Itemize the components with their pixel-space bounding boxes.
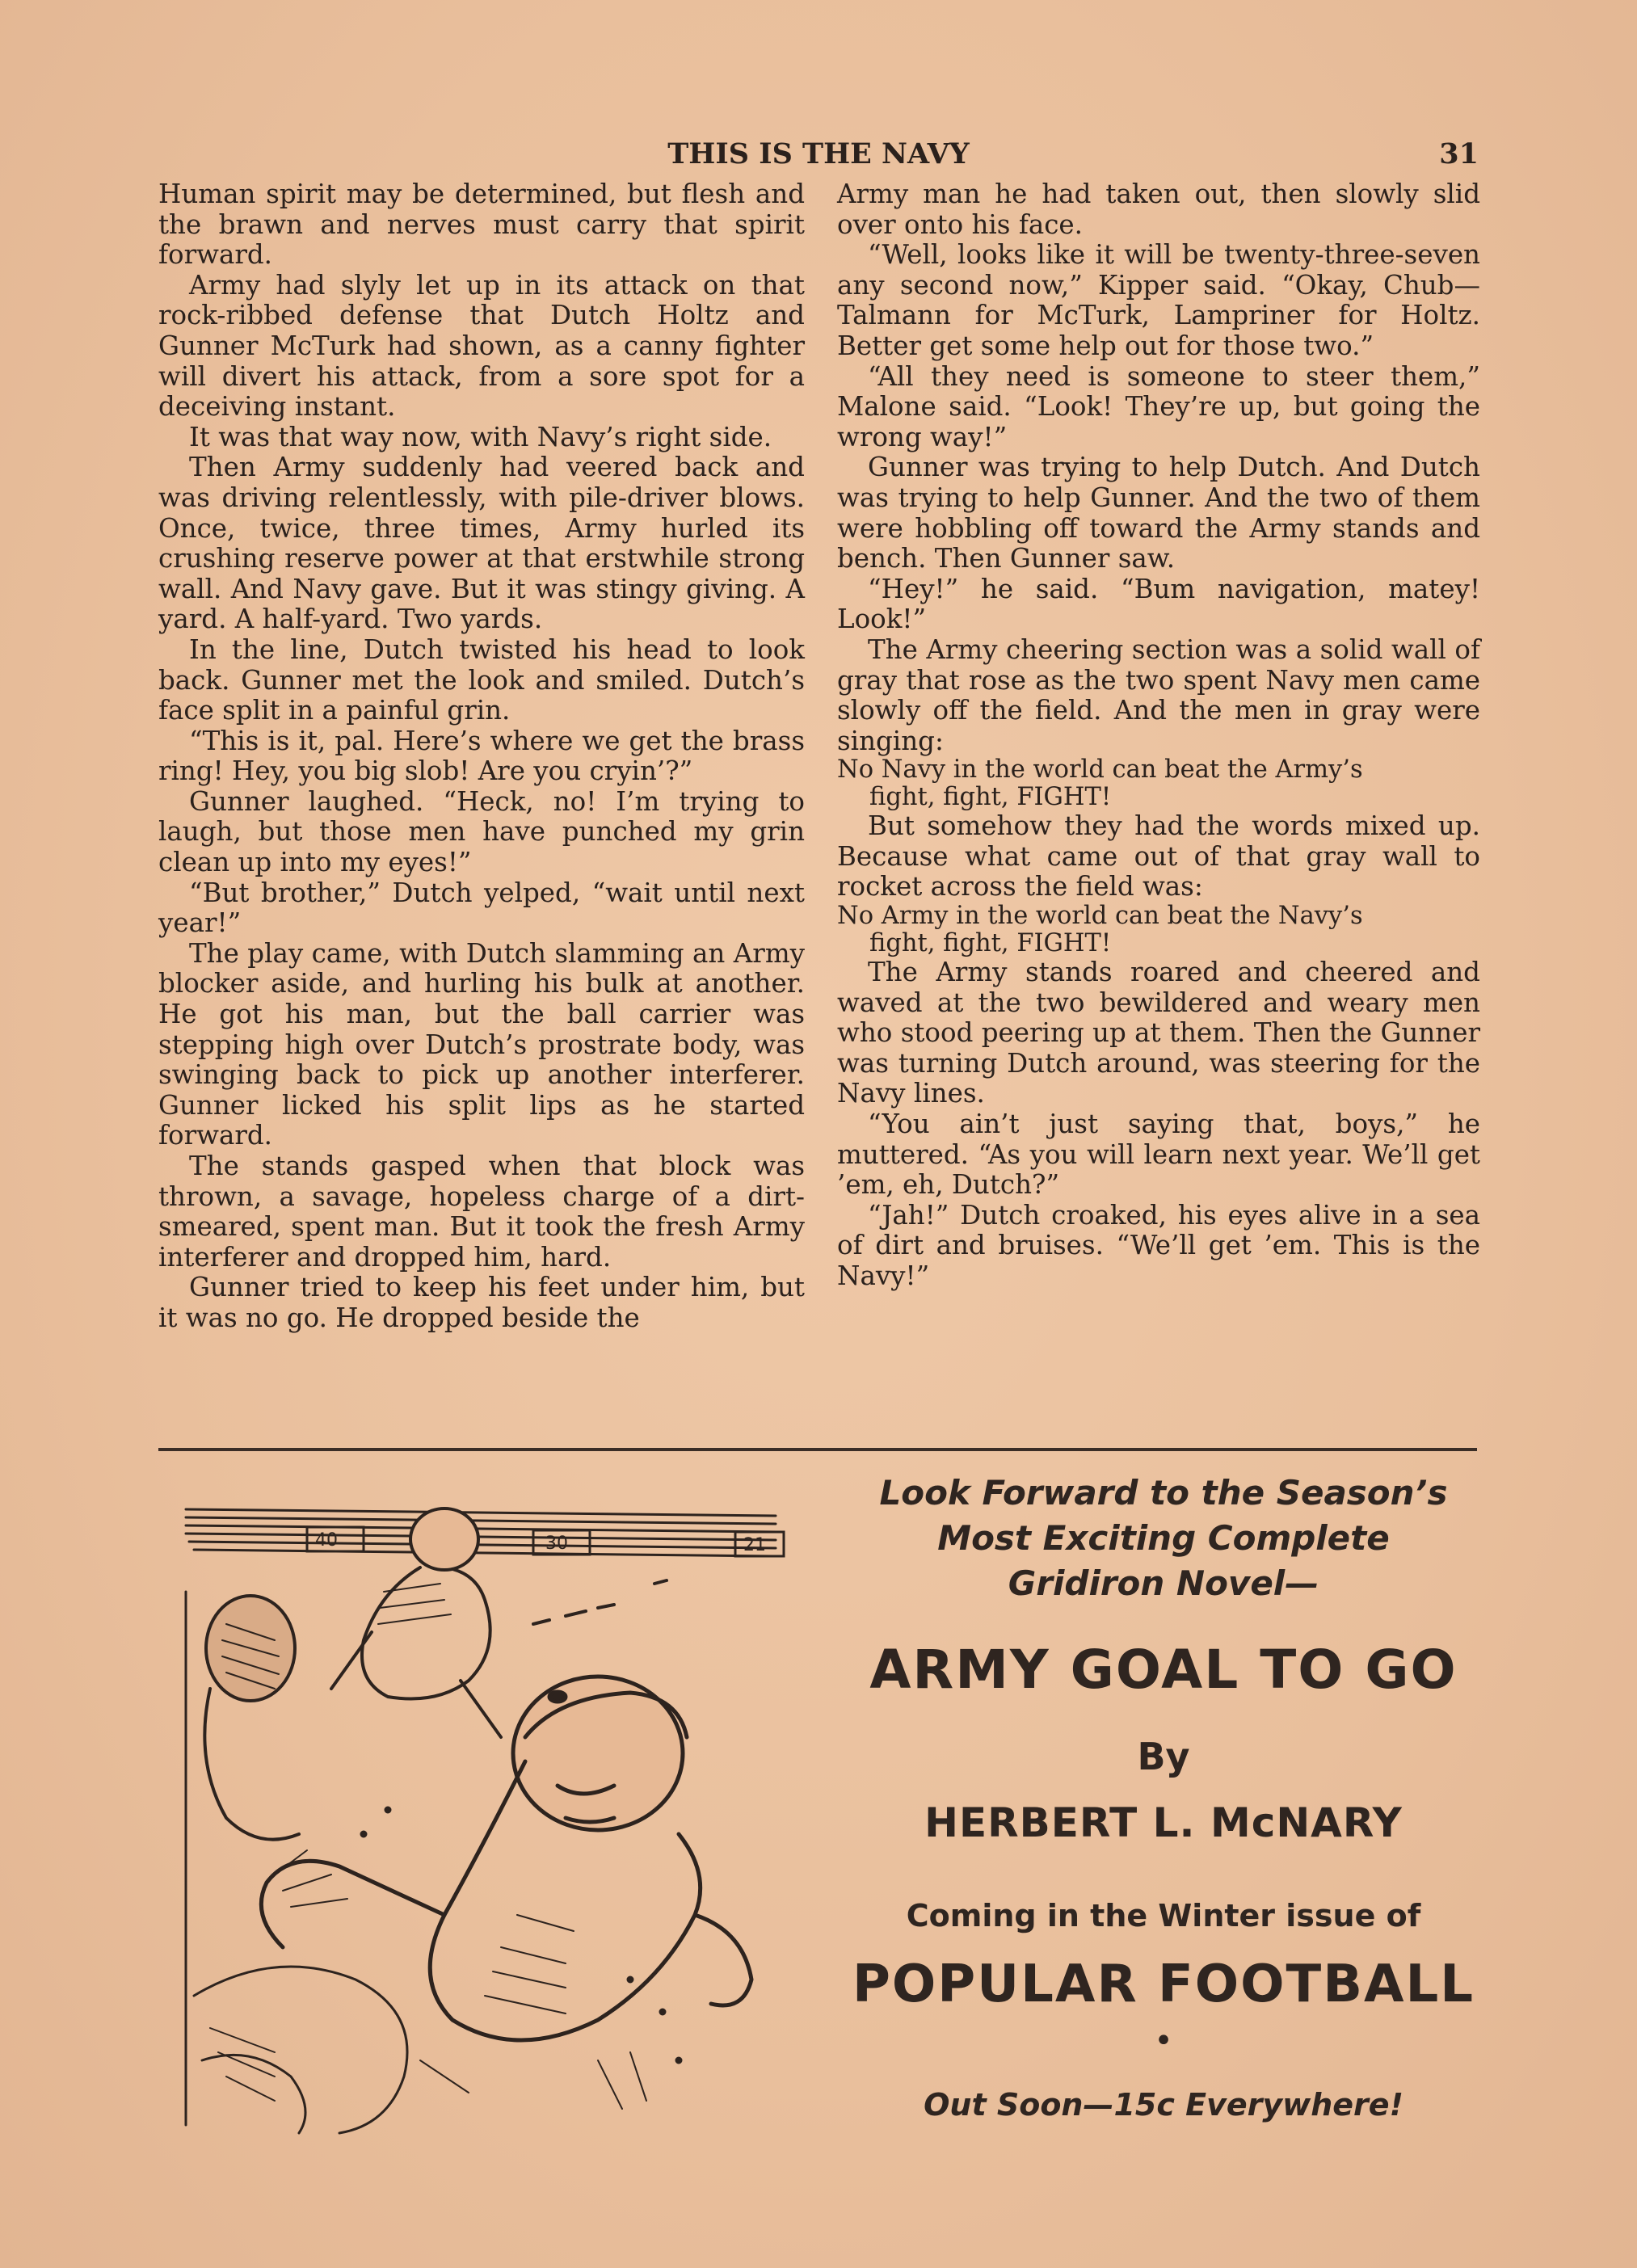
magazine-name: POPULAR FOOTBALL [852, 1955, 1475, 2014]
novel-advertisement [816, 1471, 1511, 2123]
paragraph: “All they need is someone to steer them,” Malone said. “Look! They’re up, but going the wrong way!” [837, 360, 1480, 452]
paragraph: “Jah!” Dutch croaked, his eyes alive in a sea of dirt and bruises. “We’ll get ’em. This is the Navy!” [837, 1199, 1480, 1291]
paragraph: Army had slyly let up in its attack on that rock-ribbed defense that Dutch Holtz and Gunner McTurk had shown, as a canny fighter will divert his attack, from a sore spot for a deceiving instant. [158, 269, 805, 423]
yard-marker-label: 30 [545, 1534, 568, 1554]
verse-line: fight, fight, FIGHT! [869, 929, 1112, 958]
ad-tagline: Gridiron Novel— [1008, 1563, 1319, 1603]
paragraph: “Hey!” he said. “Bum navigation, matey! Look!” [837, 573, 1480, 635]
paragraph: Then Army suddenly had veered back and was driving relentlessly, with pile-driver blows. Once, twice, three times, Army hurled its crushing reserve power at that erstwhile strong wall. And Navy gave. But it was stingy giving. A yard. A half-yard. Two yards. [158, 452, 805, 635]
ad-tagline: Look Forward to the Season’s [879, 1473, 1448, 1513]
paragraph: “But brother,” Dutch yelped, “wait until next year!” [158, 877, 805, 939]
running-title: THIS IS THE NAVY [667, 137, 970, 170]
paragraph: Gunner laughed. “Heck, no! I’m trying to laugh, but those men have punched my grin clean up into my eyes!” [158, 785, 805, 878]
paragraph: It was that way now, with Navy’s right side. [189, 421, 772, 452]
verse-line: No Navy in the world can beat the Army’s [837, 755, 1363, 785]
paragraph: Gunner tried to keep his feet under him, but it was no go. He dropped beside the [158, 1272, 805, 1333]
football-illustration [178, 1495, 792, 2141]
paragraph: But somehow they had the words mixed up. Because what came out of that gray wall to rocket across the field was: [837, 810, 1480, 903]
paragraph: “This is it, pal. Here’s where we get the brass ring! Hey, you big slob! Are you cryin’?” [158, 725, 805, 787]
paragraph: In the line, Dutch twisted his head to look back. Gunner met the look and smiled. Dutch’s face split in a painful grin. [158, 633, 805, 726]
paragraph: Human spirit may be determined, but flesh and the brawn and nerves must carry that spirit forward. [158, 179, 805, 271]
novel-title: ARMY GOAL TO GO [869, 1639, 1458, 1701]
yard-marker-label: 40 [315, 1530, 338, 1551]
grandstand-hatching [186, 1509, 776, 1556]
right-column [837, 179, 1480, 1292]
background-player [204, 1596, 299, 1840]
bullet-ornament: • [1154, 2022, 1173, 2060]
paragraph: The Army cheering section was a solid wall of gray that rose as the two spent Navy men came slowly off the field. And the men in gray were singing: [837, 633, 1480, 756]
paragraph: The Army stands roared and cheered and waved at the two bewildered and weary men who stood peering up at them. Then the Gunner was turning Dutch around, was steering for the Navy lines. [837, 957, 1480, 1109]
paragraph: “You ain’t just saying that, boys,” he muttered. “As you will learn next year. We’ll get ’em, eh, Dutch?” [837, 1109, 1480, 1201]
running-head [158, 137, 1479, 176]
left-column [158, 179, 805, 1334]
yard-marker-label: 21 [743, 1535, 766, 1555]
paragraph: The stands gasped when that block was thrown, a savage, hopeless charge of a dirt-smeared, spent man. But it took the fresh Army interferer and dropped him, hard. [158, 1151, 805, 1273]
paragraph: Gunner was trying to help Dutch. And Dutch was trying to help Gunner. And the two of them were hobbling off toward the Army stands and bench. Then Gunner saw. [837, 452, 1480, 574]
page-number: 31 [1439, 137, 1479, 170]
coming-line: Coming in the Winter issue of [906, 1898, 1421, 1933]
verse-line: fight, fight, FIGHT! [869, 783, 1112, 812]
song-verse [837, 756, 1480, 811]
paragraph: Army man he had taken out, then slowly slid over onto his face. [837, 179, 1480, 240]
ad-tagline: Most Exciting Complete [937, 1518, 1390, 1558]
byline: By [1137, 1735, 1190, 1778]
author-name: HERBERT L. McNARY [924, 1799, 1403, 1846]
song-verse [837, 903, 1480, 957]
paragraph: The play came, with Dutch slamming an Army blocker aside, and hurling his bulk at another. He got his man, but the ball carrier was stepping high over Dutch’s prostrate body, was swinging back to pick up another interferer. Gunner licked his split lips as he started forward. [158, 937, 805, 1151]
price-line: Out Soon—15c Everywhere! [924, 2087, 1403, 2123]
verse-line: No Army in the world can beat the Navy’s [837, 902, 1363, 931]
ball-carrier [261, 1677, 751, 2040]
paragraph: “Well, looks like it will be twenty-three-seven any second now,” Kipper said. “Okay, Chub—Talmann for McTurk, Lampriner for Holtz. Better get some help out for those two.” [837, 239, 1480, 361]
section-divider [158, 1448, 1477, 1451]
